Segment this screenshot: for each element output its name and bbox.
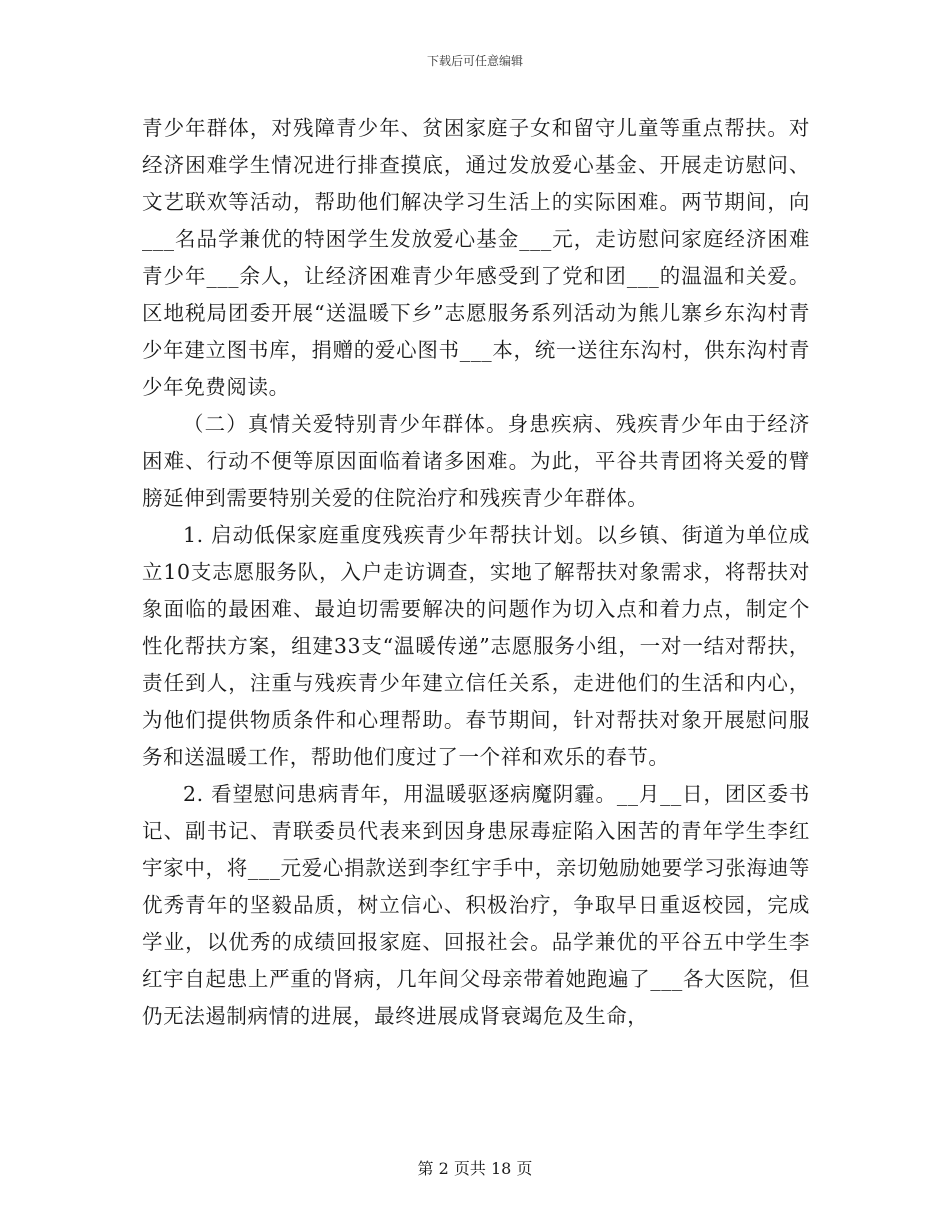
body-paragraph-1: 青少年群体，对残障青少年、贫困家庭子女和留守儿童等重点帮扶。对经济困难学生情况进行排查摸底，通过发放爱心基金、开展走访慰问、文艺联欢等活动，帮助他们解决学习生活上的实际困难。两节期间，向___名品学兼优的特困学生发放爱心基金___元，走访慰问家庭经济困难青少年___余人，让经济困难青少年感受到了党和团___的温温和关爱。区地税局团委开展“送温暖下乡”志愿服务系列活动为熊儿寨乡东沟村青少年建立图书库，捐赠的爱心图书___本，统一送往东沟村，供东沟村青少年免费阅读。 [142,116,810,399]
body-paragraph-4: 2. 看望慰问患病青年，用温暖驱逐病魔阴霾。__月__日，团区委书记、副书记、青联委员代表来到因身患尿毒症陷入困苦的青年学生李红宇家中，将___元爱心捐款送到李红宇手中，亲切勉励她要学习张海迪等优秀青年的坚毅品质，树立信心、积极治疗，争取早日重返校园，完成学业，以优秀的成绩回报家庭、回报社会。品学兼优的平谷五中学生李红宇自起患上严重的肾病，几年间父母亲带着她跑遍了___各大医院，但仍无法遏制病情的进展，最终进展成肾衰竭危及生命， [142,782,810,1028]
body-paragraph-3: 1. 启动低保家庭重度残疾青少年帮扶计划。以乡镇、街道为单位成立10支志愿服务队，入户走访调查，实地了解帮扶对象需求，将帮扶对象面临的最困难、最迫切需要解决的问题作为切入点和着力点，制定个性化帮扶方案，组建33支“温暖传递”志愿服务小组，一对一结对帮扶，责任到人，注重与残疾青少年建立信任关系，走进他们的生活和内心，为他们提供物质条件和心理帮助。春节期间，针对帮扶对象开展慰问服务和送温暖工作，帮助他们度过了一个祥和欢乐的春节。 [142,523,810,769]
document-body [142,110,810,1035]
page-header-note: 下载后可任意编辑 [426,54,523,68]
page-number-footer: 第 2 页共 18 页 [417,1159,533,1178]
body-paragraph-2: （二）真情关爱特别青少年群体。身患疾病、残疾青少年由于经济困难、行动不便等原因面临着诸多困难。为此，平谷共青团将关爱的臂膀延伸到需要特别关爱的住院治疗和残疾青少年群体。 [142,412,810,510]
